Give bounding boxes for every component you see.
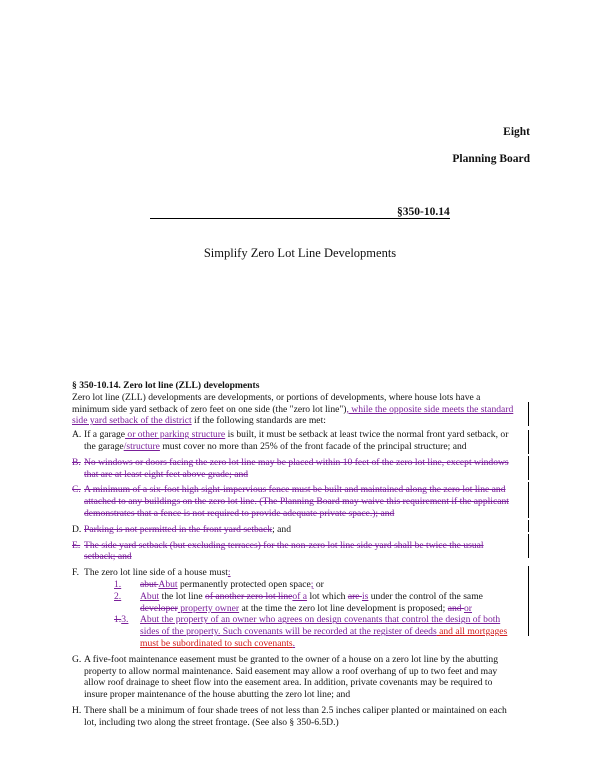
deletion: abut: [140, 578, 159, 590]
change-bar: [528, 534, 529, 558]
insertion: Abut: [140, 590, 160, 602]
item-text: There shall be a minimum of four shade trees of not less than 2.5 inches caliper planted or maintained on each lot, including two along the street frontage. (See also § 350-6.5D.): [84, 704, 507, 728]
subitem-label: 3.: [121, 614, 129, 626]
insertion: of a: [292, 590, 308, 602]
subitem-text: at the time the zero lot line development is proposed;: [239, 602, 448, 614]
section-heading: § 350-10.14. Zero lot line (ZLL) developments: [72, 380, 260, 391]
item-h: [72, 705, 517, 729]
insertion: or: [463, 602, 472, 614]
deletion: No windows or doors facing the zero lot line may be placed within 10 feet of the zero lot line, except windows that are at least eight feet above grade; and: [84, 456, 509, 480]
deletion: of another zero lot line: [205, 590, 293, 602]
section-number: §350-10.14: [397, 206, 450, 218]
item-label: E.: [72, 539, 81, 551]
insertion: :: [227, 567, 231, 579]
item-d: [72, 524, 517, 536]
insertion: Abut: [158, 578, 178, 590]
subitem-text: lot which: [307, 590, 348, 602]
subitem-text: under the control of the same: [368, 590, 483, 602]
header-line-1: Eight: [503, 126, 530, 138]
change-bar: [528, 430, 529, 454]
deletion: Parking is not permitted in the front yard setback: [84, 523, 273, 535]
deletion: A minimum of a six-foot high sight-impervious fence must be built and maintained along the zero lot line and attached to any buildings on the zero lot line. (The Planning Board may waive this requirement if the applicant demonstrates that a fence is not required to provide adequate private space.); and: [84, 484, 509, 519]
subitem-3: [114, 614, 517, 649]
intro-text-2: if the following standards are met:: [191, 415, 326, 427]
item-b: [72, 457, 517, 481]
item-label: H.: [72, 704, 82, 716]
item-label: F.: [72, 567, 79, 579]
item-f: [72, 567, 517, 650]
deletion: developer: [140, 602, 178, 614]
intro-paragraph: [72, 392, 517, 427]
deletion: are: [347, 590, 362, 602]
item-g: [72, 654, 517, 701]
subitem-label-deleted: 1.: [114, 614, 122, 626]
item-label: D.: [72, 523, 82, 535]
ordinance-body: [72, 380, 517, 729]
item-text: ; and: [272, 523, 292, 535]
item-text: is built, it must be setback at least twice the normal front yard setback, or the garage: [84, 429, 509, 452]
deletion: and: [447, 602, 464, 614]
change-bar: [528, 482, 529, 518]
subitem-text: or: [313, 578, 324, 590]
insertion: /structure: [123, 440, 160, 452]
intro-insertion: , while the opposite side meets the standard side yard setback of the district: [72, 403, 514, 427]
item-label: B.: [72, 456, 81, 468]
item-label: A.: [72, 429, 82, 441]
deletion: The side yard setback (but excluding terraces) for the non-zero lot line side yard shall be twice the usual setback; and: [84, 539, 484, 563]
change-bar: [528, 402, 529, 426]
change-bar: [528, 520, 529, 532]
item-label: G.: [72, 653, 82, 665]
item-e: [72, 540, 517, 564]
subitem-text: permanently protected open space: [177, 578, 311, 590]
header-line-2: Planning Board: [452, 153, 530, 165]
subitem-1: [114, 579, 517, 591]
change-bar: [528, 566, 529, 636]
item-text: must cover no more than 25% of the front facade of the principal structure; and: [159, 440, 467, 452]
insertion: property owner: [177, 602, 240, 614]
subitem-2: [114, 591, 517, 615]
subitem-label: 2.: [114, 590, 122, 602]
insertion: .: [292, 637, 296, 649]
change-bar: [528, 456, 529, 480]
document-title: Simplify Zero Lot Line Developments: [203, 246, 397, 260]
item-a: [72, 429, 517, 453]
item-text: A five-foot maintenance easement must be granted to the owner of a house on a zero lot line by the abutting property to allow normal maintenance. Said easement may allow a roof overhang of up to two feet and may allow roof drainage to sheet flow into the easement area. In addition, private covenants may be required to insure proper maintenance of the house abutting the zero lot line; and: [84, 653, 498, 701]
item-text: If a garage: [84, 429, 126, 441]
insertion-red: and all mortgages must be subordinated to such covenants: [140, 626, 508, 649]
item-c: [72, 484, 517, 519]
subitem-label: 1.: [114, 578, 122, 590]
subitem-text: the lot line: [159, 590, 206, 602]
item-label: C.: [72, 484, 81, 496]
intro-text-1: Zero lot line (ZLL) developments are developments, or portions of developments, where house lots have a minimum side yard setback of zero feet on one side (the "zero lot line"): [72, 391, 481, 415]
insertion: or other parking structure: [125, 429, 226, 441]
insertion: Abut the property of an owner who agrees on design covenants that control the design of both sides of the property. Such covenants will be recorded at the register of deeds: [140, 614, 501, 638]
item-text: The zero lot line side of a house must: [84, 567, 228, 579]
insertion: ;: [310, 578, 314, 590]
insertion: is: [361, 590, 369, 602]
